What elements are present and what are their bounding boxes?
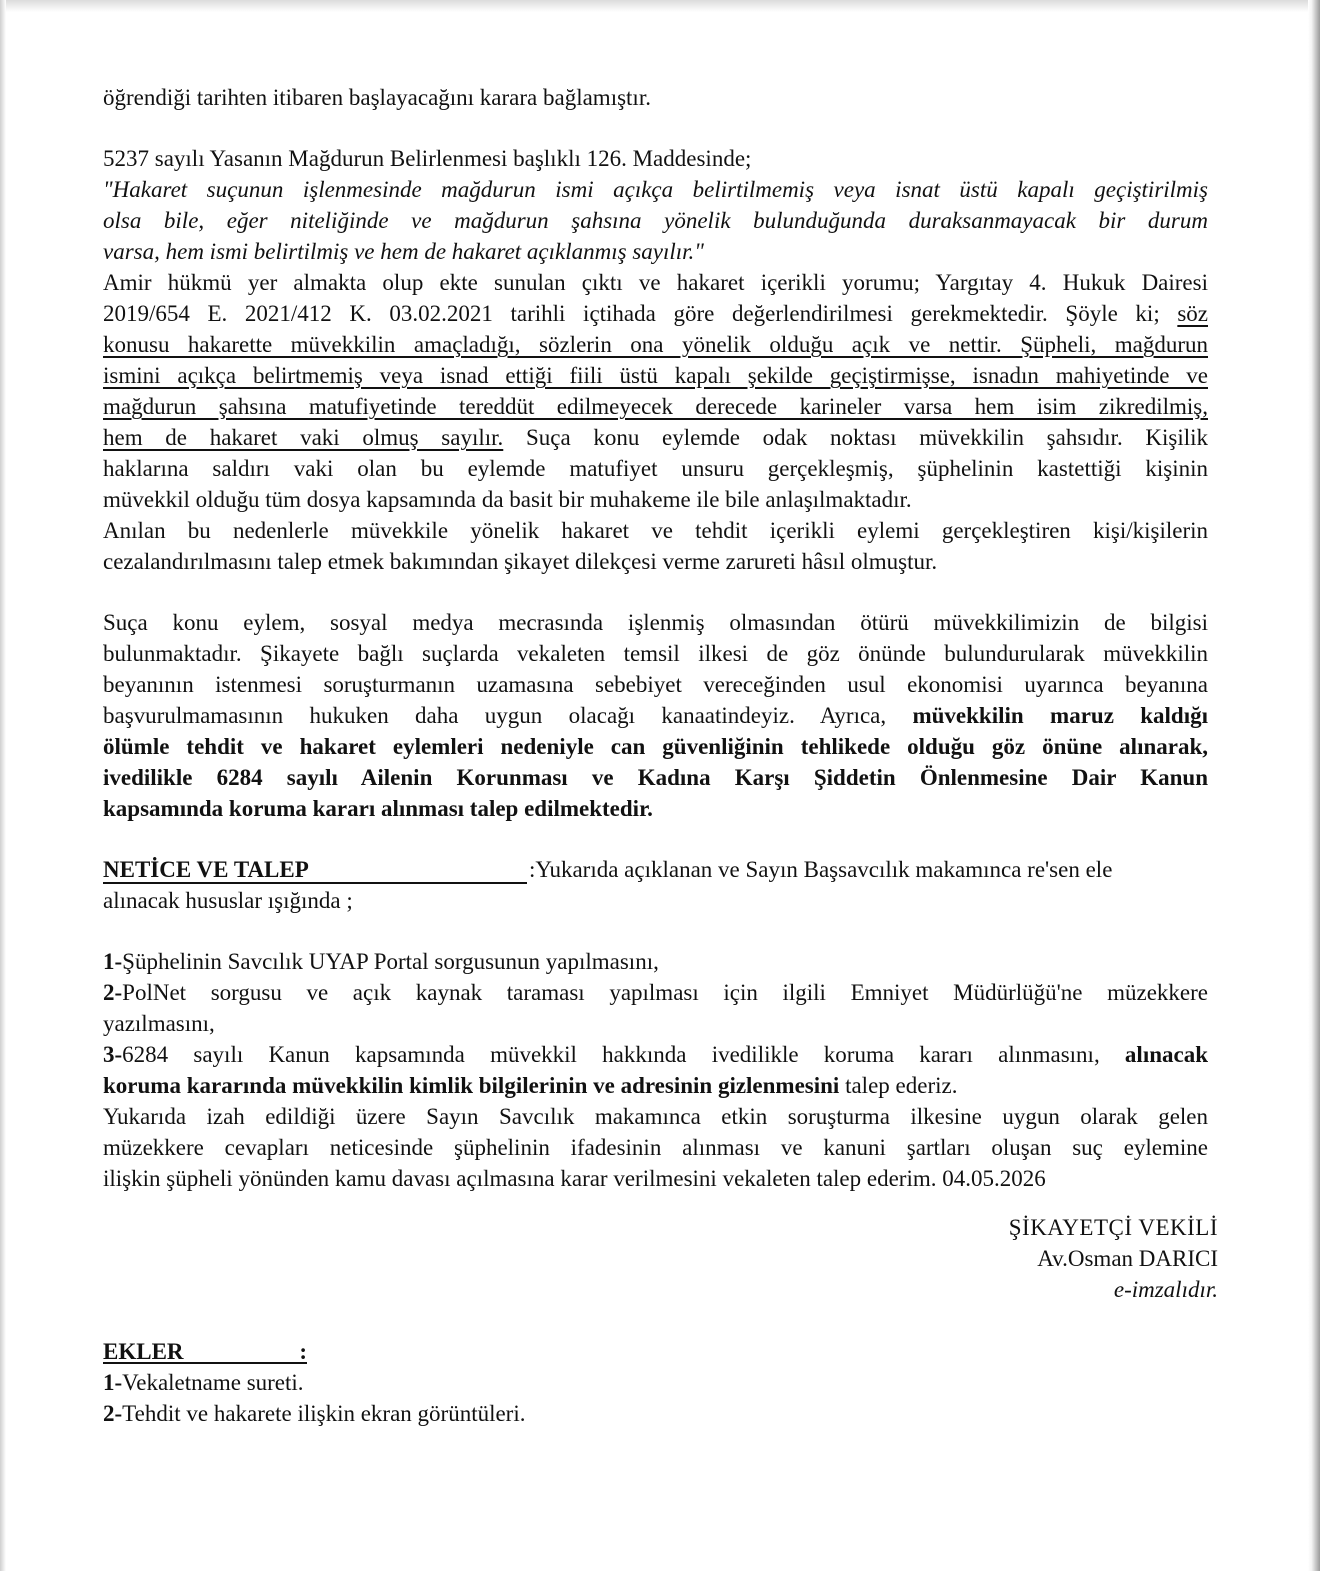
paragraph-line: 2019/654 E. 2021/412 K. 03.02.2021 tarihli içtihada göre değerlendirilmesi gerekmektedir. Şöyle ki; söz (103, 301, 1208, 326)
attachments-block (103, 1336, 525, 1429)
paragraph-line: müvekkil olduğu tüm dosya kapsamında da basit bir muhakeme ile bile anlaşılmaktadır. (103, 487, 912, 512)
attachments-heading (103, 1336, 525, 1367)
signature-name: Av.Osman DARICI (1037, 1246, 1218, 1271)
paragraph-line: öğrendiği tarihten itibaren başlayacağını karara bağlamıştır. (103, 85, 651, 110)
document-body (103, 82, 1208, 1194)
paragraph-line: Yukarıda izah edildiği üzere Sayın Savcılık makamınca etkin soruşturma ilkesine uygun olarak gelen (103, 1104, 1208, 1129)
netice-heading (103, 854, 1208, 885)
bold-line: ivedilikle 6284 sayılı Ailenin Korunması ve Kadına Karşı Şiddetin Önlenmesine Dair Kanun (103, 765, 1208, 790)
attachments-colon: : (299, 1339, 307, 1364)
request-item: 1-Şüphelinin Savcılık UYAP Portal sorgusunun yapılmasını, (103, 949, 659, 974)
request-item-cont: yazılmasını, (103, 1011, 215, 1036)
quote-line: varsa, hem ismi belirtilmiş ve hem de hakaret açıklanmış sayılır." (103, 239, 704, 264)
underlined-line: ismini açıkça belirtmemiş veya isnad ettiği fiili üstü kapalı şekilde geçiştirmişse, isnadın mahiyetinde ve (103, 363, 1208, 388)
paragraph-line: müzekkere cevapları neticesinde şüphelinin ifadesinin alınması ve kanuni şartları oluşan suç eylemine (103, 1135, 1208, 1160)
paragraph-line: hem de hakaret vaki olmuş sayılır. Suça konu eylemde odak noktası müvekkilin şahsıdır. Kişilik (103, 425, 1208, 450)
underlined-line: mağdurun şahsına matufiyetinde tereddüt edilmeyecek derecede karineler varsa hem isim zikredilmiş, (103, 394, 1208, 419)
attachments-label: EKLER (103, 1339, 184, 1364)
attachment-item: 2-Tehdit ve hakarete ilişkin ekran görüntüleri. (103, 1401, 526, 1426)
request-item-cont: koruma kararında müvekkilin kimlik bilgilerinin ve adresinin gizlenmesini talep ederiz. (103, 1073, 958, 1098)
netice-label: NETİCE VE TALEP (103, 854, 527, 884)
scan-right-edge (1308, 0, 1320, 1571)
paragraph-line: ilişkin şüpheli yönünden kamu davası açılmasına karar verilmesini vekaleten talep ederim. 04.05.2026 (103, 1166, 1046, 1191)
paragraph-line: haklarına saldırı vaki olan bu eylemde matufiyet unsuru gerçekleşmiş, şüphelinin kastettiği kişinin (103, 456, 1208, 481)
bold-line: ölümle tehdit ve hakaret eylemleri nedeniyle can güvenliğinin tehlikede olduğu göz önüne alınarak, (103, 734, 1208, 759)
attachment-item: 1-Vekaletname sureti. (103, 1370, 304, 1395)
paragraph-line: beyanının istenmesi soruşturmanın uzamasına sebebiyet vereceğinden usul ekonomisi uyarınca beyanına (103, 672, 1208, 697)
netice-text: :Yukarıda açıklanan ve Sayın Başsavcılık makamınca re'sen ele (529, 857, 1113, 882)
quote-line: olsa bile, eğer niteliğinde ve mağdurun şahsına yönelik bulunduğunda duraksanmayacak bir durum (103, 208, 1208, 233)
scan-top-edge (0, 0, 1320, 12)
underlined-line: konusu hakarette müvekkilin amaçladığı, sözlerin ona yönelik olduğu açık ve nettir. Şüpheli, mağdurun (103, 332, 1208, 357)
paragraph-line: Suça konu eylem, sosyal medya mecrasında işlenmiş olmasından ötürü müvekkilimizin de bilgisi (103, 610, 1208, 635)
paragraph-line: bulunmaktadır. Şikayete bağlı suçlarda vekaleten temsil ilkesi de göz önünde bulundurularak müvekkilin (103, 641, 1208, 666)
scan-left-edge (0, 0, 6, 1571)
paragraph-line: başvurulmamasının hukuken daha uygun olacağı kanaatindeyiz. Ayrıca, müvekkilin maruz kaldığı (103, 703, 1208, 728)
paragraph-line: 5237 sayılı Yasanın Mağdurun Belirlenmesi başlıklı 126. Maddesinde; (103, 146, 752, 171)
signature-title: ŞİKAYETÇİ VEKİLİ (1008, 1215, 1218, 1240)
signature-note: e-imzalıdır. (1113, 1277, 1218, 1302)
request-item: 2-PolNet sorgusu ve açık kaynak taraması yapılması için ilgili Emniyet Müdürlüğü'ne müzekkere (103, 980, 1208, 1005)
paragraph-line: cezalandırılmasını talep etmek bakımından şikayet dilekçesi verme zarureti hâsıl olmuştur. (103, 549, 938, 574)
paragraph-line: alınacak hususlar ışığında ; (103, 888, 353, 913)
signature-block (1009, 1212, 1218, 1305)
paragraph-line: Anılan bu nedenlerle müvekkile yönelik hakaret ve tehdit içerikli eylemi gerçekleştiren kişi/kişilerin (103, 518, 1208, 543)
bold-line: kapsamında koruma kararı alınması talep edilmektedir. (103, 796, 653, 821)
paragraph-line: Amir hükmü yer almakta olup ekte sunulan çıktı ve hakaret içerikli yorumu; Yargıtay 4. Hukuk Dairesi (103, 270, 1208, 295)
quote-line: "Hakaret suçunun işlenmesinde mağdurun ismi açıkça belirtilmemiş veya isnat üstü kapalı geçiştirilmiş (103, 177, 1208, 202)
request-item: 3-6284 sayılı Kanun kapsamında müvekkil hakkında ivedilikle koruma kararı alınmasını, alınacak (103, 1042, 1208, 1067)
